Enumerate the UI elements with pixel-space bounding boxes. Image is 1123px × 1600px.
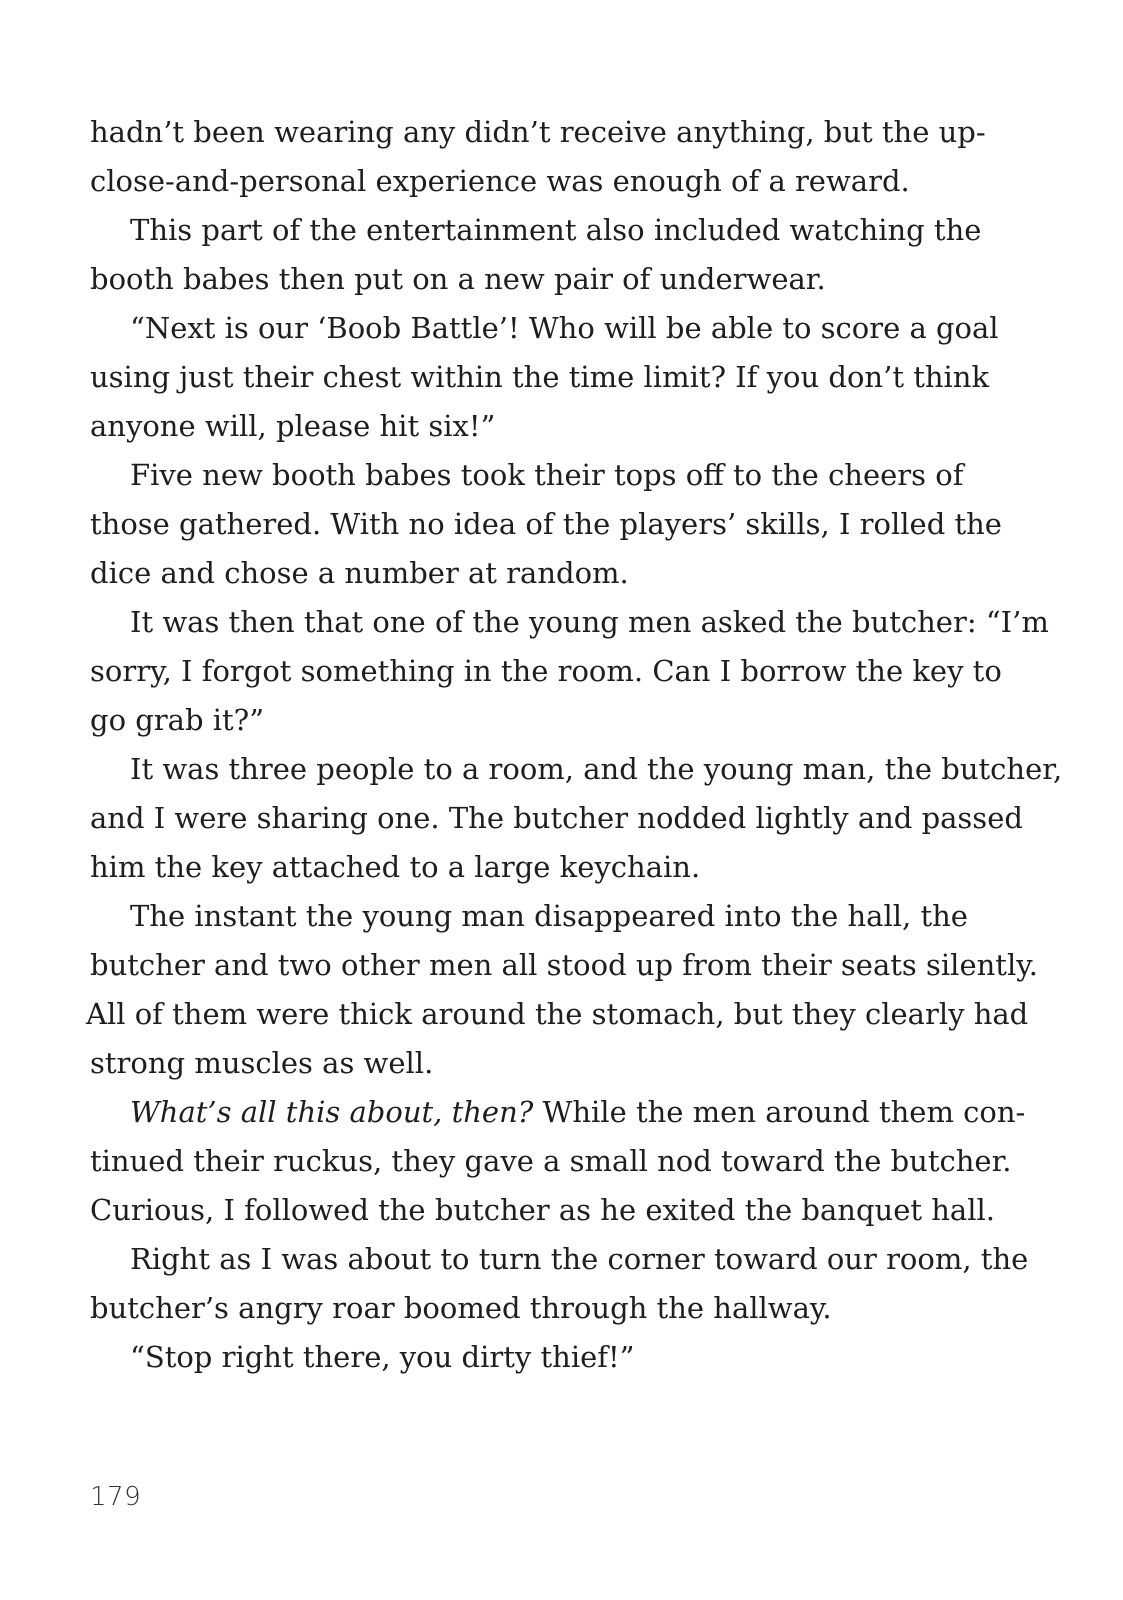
- text-line: anyone will, please hit six!”: [90, 409, 496, 443]
- text-line: “Next is our ‘Boob Battle’! Who will be able to score a goal: [130, 311, 999, 345]
- text-line: using just their chest within the time limit? If you don’t think: [90, 360, 990, 394]
- text-line: butcher and two other men all stood up from their seats silently.: [90, 948, 1038, 982]
- text-line: sorry, I forgot something in the room. Can I borrow the key to: [90, 654, 1002, 688]
- text-line: It was three people to a room, and the young man, the butcher,: [130, 752, 1063, 786]
- text-line: booth babes then put on a new pair of underwear.: [90, 262, 826, 296]
- text-line: and I were sharing one. The butcher nodded lightly and passed: [90, 801, 1023, 835]
- text-line: butcher’s angry roar boomed through the hallway.: [90, 1291, 832, 1325]
- text-line: go grab it?”: [90, 703, 265, 737]
- text-line: dice and chose a number at random.: [90, 556, 629, 590]
- text-line: The instant the young man disappeared into the hall, the: [130, 899, 968, 933]
- text-line: Five new booth babes took their tops off to the cheers of: [130, 458, 964, 492]
- text-line: those gathered. With no idea of the players’ skills, I rolled the: [90, 507, 1002, 541]
- page-number: 179: [90, 1482, 142, 1512]
- italic-thought: What’s all this about, then?: [130, 1095, 534, 1129]
- text-line: This part of the entertainment also included watching the: [130, 213, 982, 247]
- text-line-remainder: While the men around them con-: [542, 1095, 1026, 1129]
- text-line: tinued their ruckus, they gave a small nod toward the butcher.: [90, 1144, 1012, 1178]
- text-line-with-thought: [90, 1088, 1026, 1137]
- text-line: hadn’t been wearing any didn’t receive anything, but the up-: [90, 115, 986, 149]
- page-body-text: [86, 108, 1063, 1382]
- text-line: “Stop right there, you dirty thief!”: [130, 1340, 635, 1374]
- text-line: It was then that one of the young men asked the butcher: “I’m: [130, 605, 1049, 639]
- text-line: Right as I was about to turn the corner toward our room, the: [130, 1242, 1029, 1276]
- text-line: close-and-personal experience was enough of a reward.: [90, 164, 910, 198]
- text-line: him the key attached to a large keychain.: [90, 850, 701, 884]
- text-line: strong muscles as well.: [90, 1046, 434, 1080]
- text-line: All of them were thick around the stomach, but they clearly had: [86, 997, 1029, 1031]
- text-line: Curious, I followed the butcher as he exited the banquet hall.: [90, 1193, 995, 1227]
